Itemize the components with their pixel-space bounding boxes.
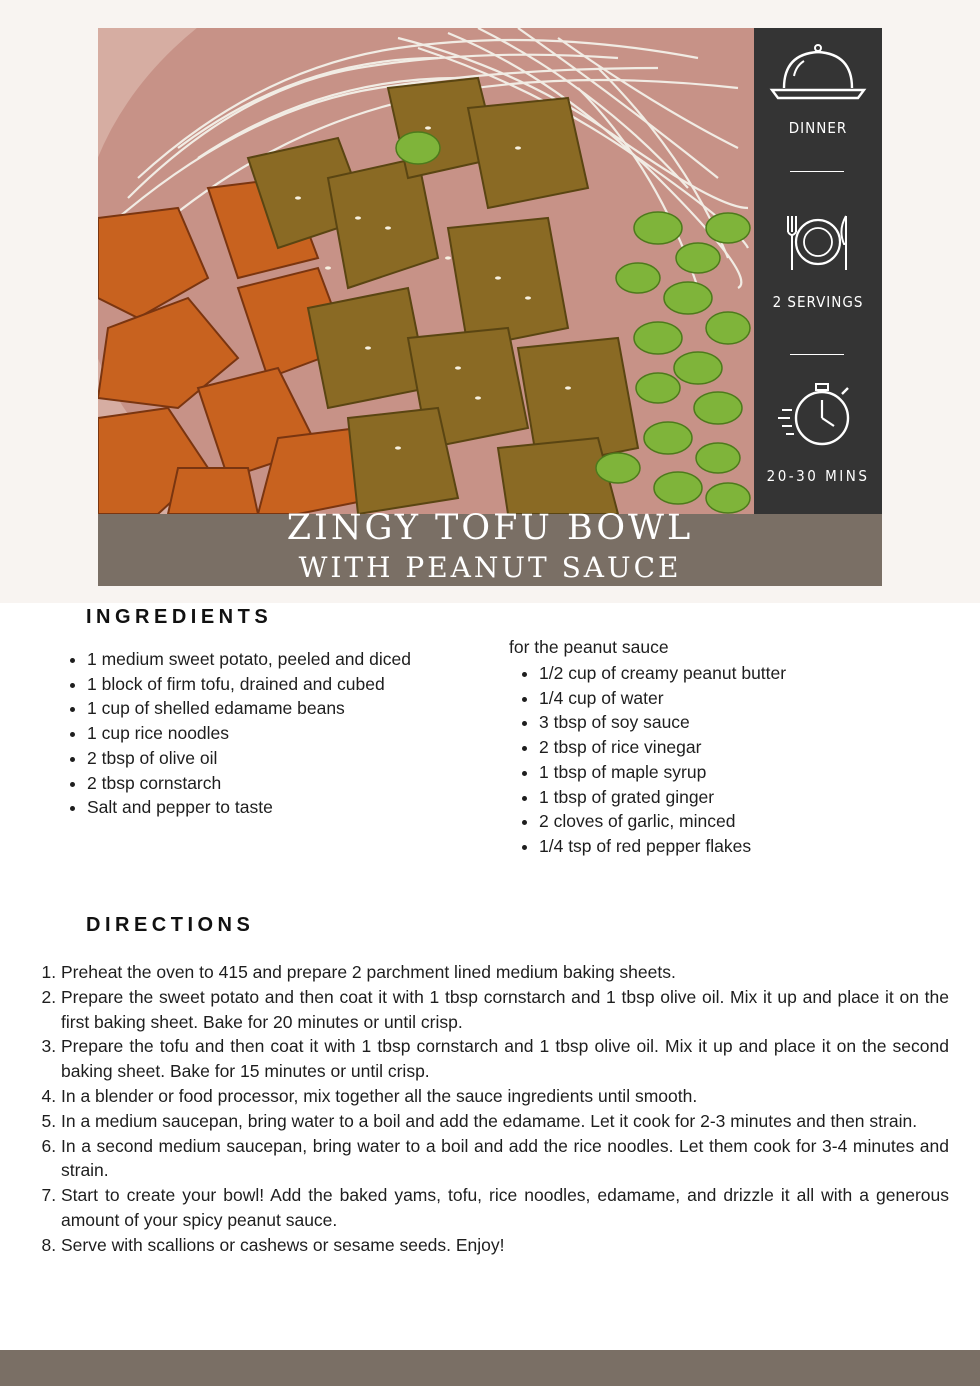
list-item: 1. Preheat the oven to 415 and prepare 2 parchment lined medium baking sheets.: [61, 960, 949, 985]
list-item: 5. In a medium saucepan, bring water to a boil and add the edamame. Let it cook for 2-3 minutes and then strain.: [61, 1109, 949, 1134]
sauce-ingredients-list: [514, 661, 786, 859]
list-item: • 2 tbsp of rice vinegar: [539, 735, 786, 760]
ingredients-heading: INGREDIENTS: [86, 606, 273, 628]
list-item: • 1 cup of shelled edamame beans: [87, 696, 411, 721]
list-item: • 1/2 cup of creamy peanut butter: [539, 661, 786, 686]
servings-label: 2 SERVINGS: [772, 293, 864, 311]
time-label: 20-30 MINS: [766, 467, 870, 485]
recipe-info-sidebar: [754, 28, 882, 514]
list-item: • 1 medium sweet potato, peeled and diced: [87, 647, 411, 672]
list-item: • 2 tbsp cornstarch: [87, 771, 411, 796]
recipe-title: ZINGY TOFU BOWL: [286, 508, 694, 548]
list-item: 6. In a second medium saucepan, bring water to a boil and add the rice noodles. Let them cook for 3-4 minutes and strain.: [61, 1134, 949, 1184]
cloche-icon: [754, 42, 882, 107]
tofu-bowl-illustration: [98, 28, 754, 514]
list-item: 7. Start to create your bowl! Add the baked yams, tofu, rice noodles, edamame, and drizzle it all with a generous amount of your spicy peanut sauce.: [61, 1183, 949, 1233]
list-item: • 3 tbsp of soy sauce: [539, 710, 786, 735]
list-item: • 2 tbsp of olive oil: [87, 746, 411, 771]
plate-cutlery-icon: [754, 210, 882, 279]
directions-list: [61, 960, 949, 1258]
list-item: 2. Prepare the sweet potato and then coat it with 1 tbsp cornstarch and 1 tbsp olive oil. Mix it up and place it on the first baking sheet. Bake for 20 minutes or until crisp.: [61, 985, 949, 1035]
list-item: 4. In a blender or food processor, mix together all the sauce ingredients until smooth.: [61, 1084, 949, 1109]
list-item: • 1 block of firm tofu, drained and cubed: [87, 672, 411, 697]
sidebar-divider: [790, 354, 844, 355]
title-band: [98, 508, 882, 586]
list-item: • 1 tbsp of maple syrup: [539, 760, 786, 785]
ingredients-list: [62, 647, 411, 820]
list-item: • 2 cloves of garlic, minced: [539, 809, 786, 834]
stopwatch-icon: [754, 380, 882, 457]
list-item: • Salt and pepper to taste: [87, 795, 411, 820]
meal-type-label: DINNER: [788, 119, 848, 137]
list-item: • 1/4 cup of water: [539, 686, 786, 711]
footer-band: [0, 1350, 980, 1386]
sauce-subheading: for the peanut sauce: [509, 637, 669, 657]
sidebar-divider: [790, 171, 844, 172]
directions-heading: DIRECTIONS: [86, 914, 255, 936]
list-item: • 1 cup rice noodles: [87, 721, 411, 746]
list-item: • 1 tbsp of grated ginger: [539, 785, 786, 810]
list-item: 3. Prepare the tofu and then coat it with 1 tbsp cornstarch and 1 tbsp olive oil. Mix it up and place it on the second baking sheet. Bake for 15 minutes or until crisp.: [61, 1034, 949, 1084]
list-item: • 1/4 tsp of red pepper flakes: [539, 834, 786, 859]
recipe-photo: [98, 28, 754, 514]
list-item: 8. Serve with scallions or cashews or sesame seeds. Enjoy!: [61, 1233, 949, 1258]
recipe-subtitle: WITH PEANUT SAUCE: [298, 551, 682, 584]
